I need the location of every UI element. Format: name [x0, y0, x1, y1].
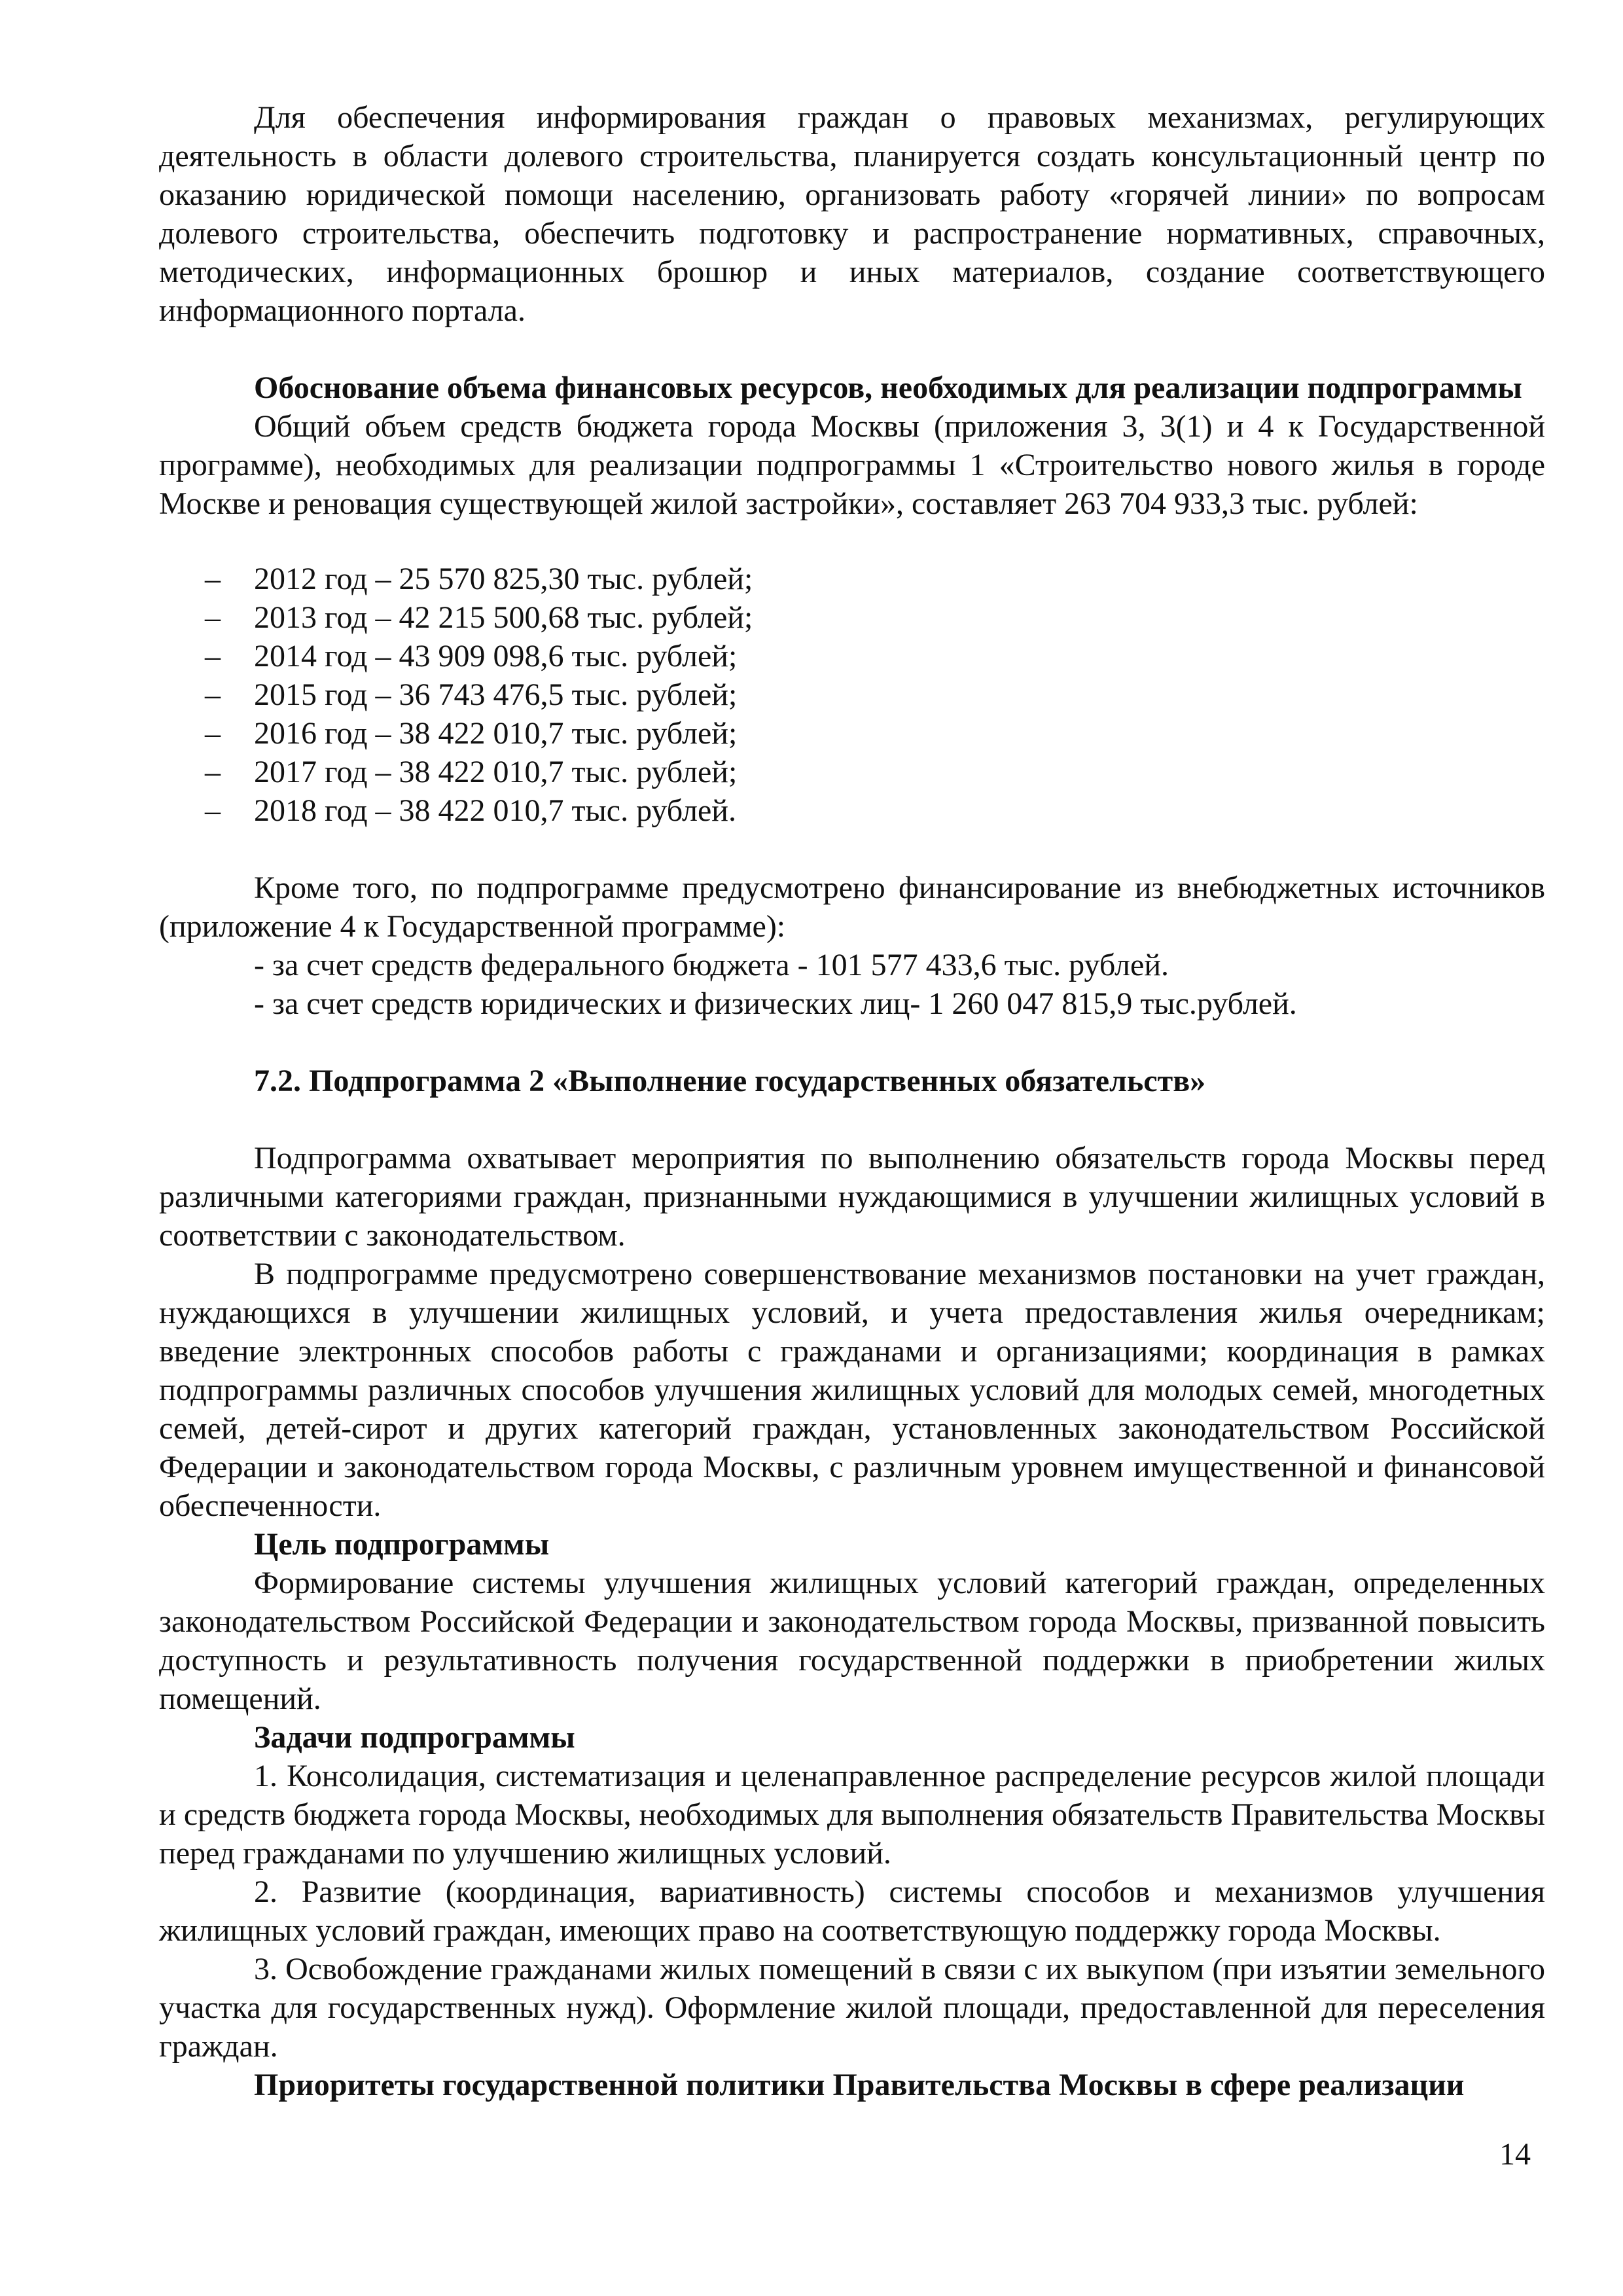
spacer [159, 830, 1545, 869]
list-item [159, 675, 1545, 714]
year-funding-text: 2012 год – 25 570 825,30 тыс. рублей; [254, 562, 753, 596]
dash-bullet-icon: – [205, 677, 221, 712]
goal-heading: Цель подпрограммы [254, 1527, 550, 1562]
list-item [159, 637, 1545, 675]
dash-bullet-icon: – [205, 793, 221, 828]
funding-by-year-list [159, 560, 1545, 830]
page-number: 14 [1499, 2137, 1531, 2172]
subprogram2-paragraph: Подпрограмма охватывает мероприятия по выполнению обязательств города Москвы перед различными категориями граждан, признанными нуждающимися в улучшении жилищных условий в соответствии с законодательством. [159, 1141, 1545, 1253]
tasks-heading: Задачи подпрограммы [254, 1720, 575, 1755]
task-item: 1. Консолидация, систематизация и целенаправленное распределение ресурсов жилой площади и средств бюджета города Москвы, необходимых для выполнения обязательств Правительства Москвы перед гражданами по улучшению жилищных условий. [159, 1759, 1545, 1871]
federal-budget-line: - за счет средств федерального бюджета - 101 577 433,6 тыс. рублей. [254, 948, 1169, 982]
dash-bullet-icon: – [205, 755, 221, 789]
legal-entities-line: - за счет средств юридических и физических лиц- 1 260 047 815,9 тыс.рублей. [254, 986, 1297, 1021]
extra-funding-paragraph: Кроме того, по подпрограмме предусмотрено финансирование из внебюджетных источников (приложение 4 к Государственной программе): [159, 870, 1545, 944]
finance-heading: Обоснование объема финансовых ресурсов, необходимых для реализации подпрограммы [254, 370, 1522, 405]
task-item: 2. Развитие (координация, вариативность) системы способов и механизмов улучшения жилищных условий граждан, имеющих право на соответствующую поддержку города Москвы. [159, 1874, 1545, 1948]
dash-bullet-icon: – [205, 639, 221, 673]
year-funding-text: 2013 год – 42 215 500,68 тыс. рублей; [254, 600, 753, 635]
list-item [159, 791, 1545, 830]
year-funding-text: 2015 год – 36 743 476,5 тыс. рублей; [254, 677, 738, 712]
intro-paragraph: Для обеспечения информирования граждан о правовых механизмах, регулирующих деятельность в области долевого строительства, планируется создать консультационный центр по оказанию юридической помощи населению, организовать работу «горячей линии» по вопросам долевого строительства, обеспечить подготовку и распространение нормативных, справочных, методических, информационных брошюр и иных материалов, создание соответствующего информационного портала. [159, 100, 1545, 328]
year-funding-text: 2018 год – 38 422 010,7 тыс. рублей. [254, 793, 736, 828]
year-funding-text: 2014 год – 43 909 098,6 тыс. рублей; [254, 639, 738, 673]
dash-bullet-icon: – [205, 562, 221, 596]
dash-bullet-icon: – [205, 600, 221, 635]
task-item: 3. Освобождение гражданами жилых помещений в связи с их выкупом (при изъятии земельного участка для государственных нужд). Оформление жилой площади, предоставленной для переселения граждан. [159, 1952, 1545, 2064]
spacer [159, 1100, 1545, 1139]
priorities-heading: Приоритеты государственной политики Правительства Москвы в сфере реализации [254, 2068, 1465, 2102]
finance-paragraph: Общий объем средств бюджета города Москвы (приложения 3, 3(1) и 4 к Государственной программе), необходимых для реализации подпрограммы 1 «Строительство нового жилья в городе Москве и реновация существующей жилой застройки», составляет 263 704 933,3 тыс. рублей: [159, 409, 1545, 521]
spacer [159, 523, 1545, 560]
list-item [159, 560, 1545, 598]
year-funding-text: 2017 год – 38 422 010,7 тыс. рублей; [254, 755, 738, 789]
subprogram2-paragraph: В подпрограмме предусмотрено совершенствование механизмов постановки на учет граждан, нуждающихся в улучшении жилищных условий, и учета предоставления жилья очередникам; введение электронных способов работы с гражданами и организациями; координация в рамках подпрограммы различных способов улучшения жилищных условий для молодых семей, многодетных семей, детей-сирот и других категорий граждан, установленных законодательством Российской Федерации и законодательством города Москвы, с различным уровнем имущественной и финансовой обеспеченности. [159, 1257, 1545, 1523]
goal-paragraph: Формирование системы улучшения жилищных условий категорий граждан, определенных законодательством Российской Федерации и законодательством города Москвы, призванной повысить доступность и результативность получения государственной поддержки в приобретении жилых помещений. [159, 1566, 1545, 1716]
list-item [159, 753, 1545, 791]
subprogram2-heading: 7.2. Подпрограмма 2 «Выполнение государственных обязательств» [254, 1064, 1206, 1098]
list-item [159, 714, 1545, 753]
list-item [159, 598, 1545, 637]
spacer [159, 330, 1545, 368]
year-funding-text: 2016 год – 38 422 010,7 тыс. рублей; [254, 716, 738, 751]
dash-bullet-icon: – [205, 716, 221, 751]
document-page [159, 98, 1545, 2104]
spacer [159, 1023, 1545, 1062]
